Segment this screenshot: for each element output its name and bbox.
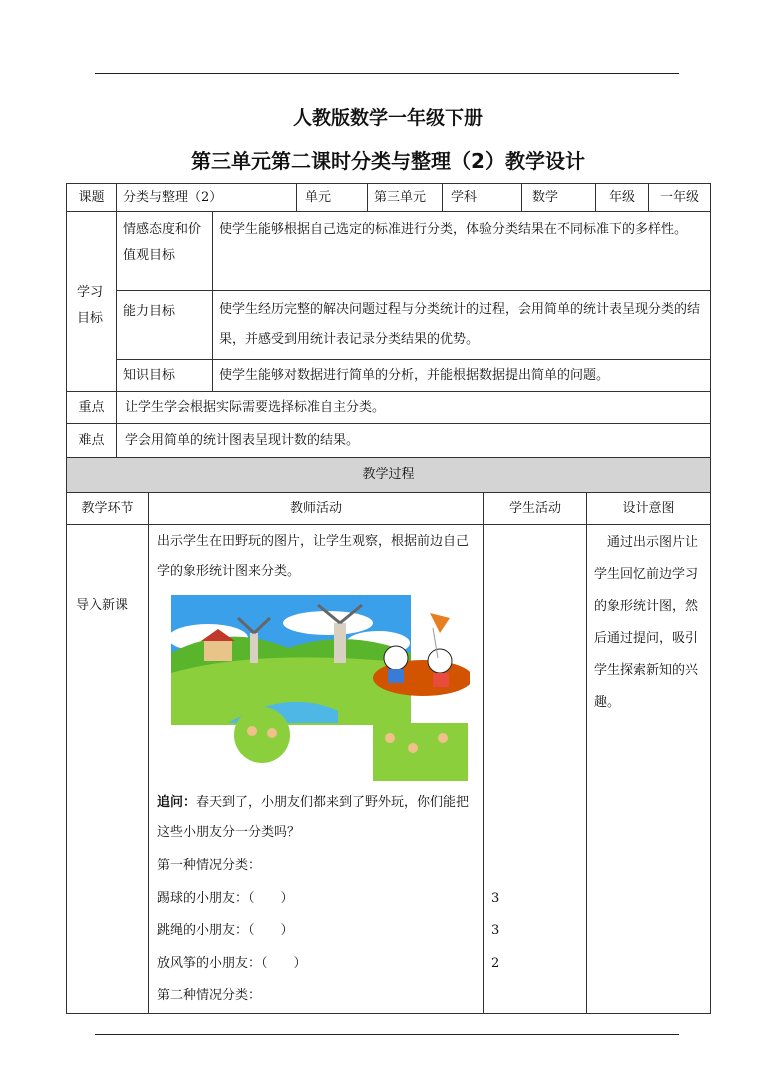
kick-line: 踢球的小朋友：（ ） (157, 891, 294, 906)
top-rule (95, 73, 679, 74)
knowledge-label: 知识目标 (116, 359, 213, 392)
bottom-rule (95, 1034, 679, 1035)
answer-kite: 2 (491, 956, 500, 971)
emotion-label: 情感态度和价值观目标 (116, 211, 213, 291)
lesson-label: 课题 (66, 183, 117, 212)
emotion-text: 使学生能够根据自己选定的标准进行分类，体验分类结果在不同标准下的多样性。 (212, 211, 711, 291)
objectives-label: 学习目标 (66, 211, 117, 392)
teacher-intro: 出示学生在田野玩的图片，让学生观察，根据前边自己学的象形统计图来分类。 (157, 534, 470, 579)
page-title: 人教版数学一年级下册 (292, 107, 483, 129)
difficulty-text: 学会用简单的统计图表呈现计数的结果。 (116, 423, 711, 458)
process-header: 教学过程 (66, 457, 711, 493)
follow-up-question (157, 788, 479, 848)
football-kids (234, 707, 290, 763)
answer-rope: 3 (491, 923, 500, 938)
grade-value: 一年级 (648, 183, 711, 212)
kite-line: 放风筝的小朋友：（ ） (157, 956, 307, 971)
col-stage: 教学环节 (66, 492, 149, 525)
stage-name: 导入新课 (76, 598, 129, 613)
jump-rope-kids (373, 723, 468, 781)
page-subtitle: 第三单元第二课时分类与整理（2）教学设计 (191, 149, 585, 173)
question-text: 春天到了，小朋友们都来到了野外玩，你们能把这些小朋友分一分类吗？ (157, 795, 470, 840)
case1-title: 第一种情况分类： (157, 858, 262, 873)
subject-value: 数学 (521, 183, 596, 212)
case2-title: 第二种情况分类： (157, 988, 262, 1003)
answer-kick: 3 (491, 891, 500, 906)
grade-label: 年级 (595, 183, 649, 212)
unit-value: 第三单元 (367, 183, 443, 212)
design-intent: 通过出示图片让学生回忆前边学习的象形统计图，然后通过提问，吸引学生探索新知的兴趣。 (594, 535, 699, 710)
ability-text: 使学生经历完整的解决问题过程与分类统计的过程，会用简单的统计表呈现分类的结果，并感受到用统计表记录分类结果的优势。 (212, 290, 711, 360)
rope-line: 跳绳的小朋友：（ ） (157, 923, 294, 938)
col-intent: 设计意图 (586, 492, 711, 525)
col-teacher: 教师活动 (148, 492, 484, 525)
ability-label: 能力目标 (116, 290, 213, 360)
lesson-value: 分类与整理（2） (116, 183, 297, 212)
question-label: 追问： (157, 795, 197, 810)
col-student: 学生活动 (483, 492, 587, 525)
subject-label: 学科 (442, 183, 522, 212)
field-illustration (168, 593, 470, 783)
key-point-text: 让学生学会根据实际需要选择标准自主分类。 (116, 391, 711, 424)
key-point-label: 重点 (66, 391, 117, 424)
difficulty-label: 难点 (66, 423, 117, 458)
unit-label: 单元 (296, 183, 368, 212)
knowledge-text: 使学生能够对数据进行简单的分析，并能根据数据提出简单的问题。 (212, 359, 711, 392)
